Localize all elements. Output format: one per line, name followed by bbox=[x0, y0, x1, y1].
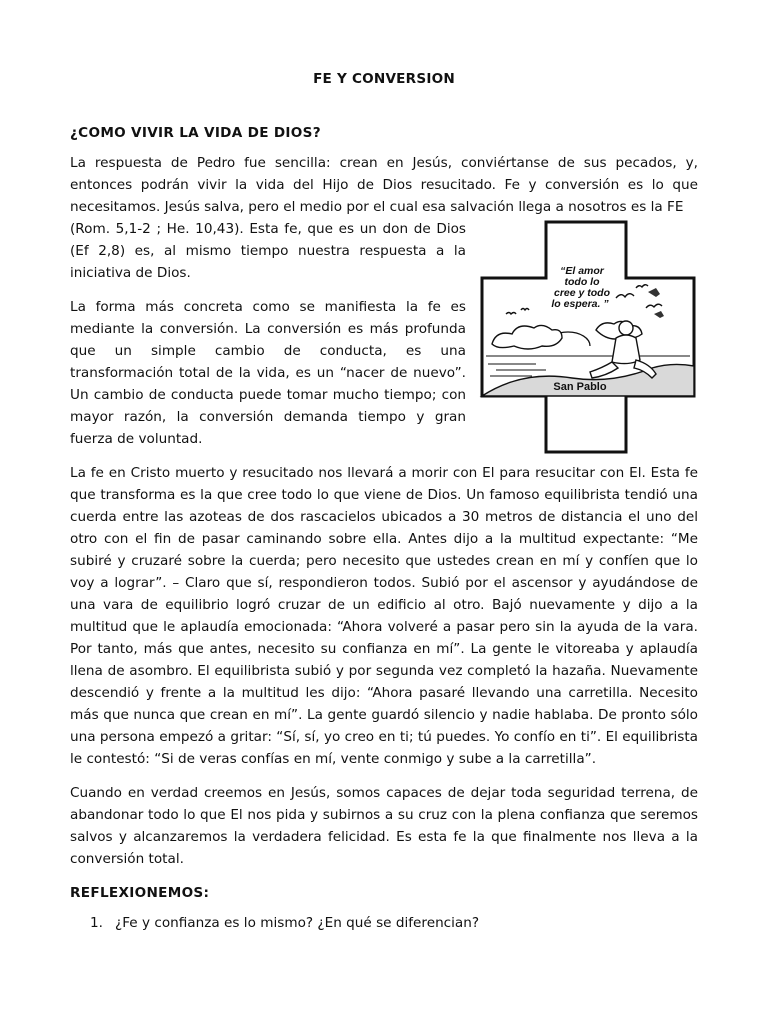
document-body bbox=[70, 60, 698, 934]
paragraph-2: La forma más concreta como se manifiesta la fe es mediante la conversión. La conversión es más profunda que un simple cambio de conducta, es una transformación total de la vida, es un “nacer de nuevo”. Un cambio de conducta puede tomar mucho tiempo; con mayor razón, la conversión demanda tiempo y gran fuerza de voluntad. bbox=[70, 299, 466, 447]
page-title: FE Y CONVERSION bbox=[313, 71, 455, 87]
quote-line-4: lo espera. ” bbox=[551, 298, 609, 310]
paragraph-3: La fe en Cristo muerto y resucitado nos llevará a morir con El para resucitar con El. Esta fe que transforma es la que cree todo lo que viene de Dios. Un famoso equilibrista tendió una cuerda entre las azoteas de dos rascacielos ubicados a 30 metros de distancia el uno del otro con el fin de pasar caminando sobre ella. Antes dijo a la multitud expectante: “Me subiré y cruzaré sobre la cuerda; pero necesito que ustedes crean en mí y confíen que lo voy a lograr”. – Claro que sí, respondieron todos. Subió por el ascensor y ayudándose de una vara de equilibrio logró cruzar de un edificio al otro. Bajó nuevamente y dijo a la multitud que le aplaudía emocionada: “Ahora volveré a pasar pero sin la ayuda de la vara. Por tanto, más que antes, necesito su confianza en mí”. La gente le vitoreaba y aplaudía llena de asombro. El equilibrista subió y por segunda vez completó la hazaña. Nuevamente descendió y frente a la multitud les dijo: “Ahora pasaré llevando una carretilla. Necesito más que nunca que crean en mí”. La gente guardó silencio y nadie hablaba. De pronto sólo una persona empezó a gritar: “Sí, sí, yo creo en ti; tú puedes. Yo confío en ti”. El equilibrista le contestó: “Si de veras confías en mí, vente conmigo y sube a la carretilla”. bbox=[70, 465, 698, 767]
reflection-heading: REFLEXIONEMOS: bbox=[70, 885, 210, 901]
quote-line-3: cree y todo bbox=[553, 287, 611, 299]
paragraph-1-lead: La respuesta de Pedro fue sencilla: crean en Jesús, conviértanse de sus pecados, y, entonces podrán vivir la vida del Hijo de Dios resucitado. Fe y conversión es lo que necesitamos. Jesús salva, pero el medio por el cual esa salvación llega a nosotros es la FE bbox=[70, 155, 698, 215]
list-item-number: 1. bbox=[90, 915, 103, 931]
list-item bbox=[70, 912, 698, 934]
paragraph-1-rest: (Rom. 5,1-2 ; He. 10,43). Esta fe, que es un don de Dios (Ef 2,8) es, al mismo tiempo nuestra respuesta a la iniciativa de Dios. bbox=[70, 221, 466, 281]
question-list bbox=[70, 912, 698, 934]
paragraph-4: Cuando en verdad creemos en Jesús, somos capaces de dejar toda seguridad terrena, de abandonar todo lo que El nos pida y subirnos a su cruz con la plena confianza que seremos salvos y alcanzaremos la verdadera felicidad. Es esta fe la que finalmente nos lleva a la conversión total. bbox=[70, 785, 698, 867]
quote-line-2: todo lo bbox=[564, 276, 600, 288]
quote-line-1: “El amor bbox=[560, 265, 604, 277]
figure-caption: San Pablo bbox=[553, 381, 607, 393]
section-heading: ¿COMO VIVIR LA VIDA DE DIOS? bbox=[70, 125, 321, 141]
cross-drawing bbox=[476, 218, 698, 456]
cross-illustration bbox=[476, 218, 698, 456]
list-item-text: ¿Fe y confianza es lo mismo? ¿En qué se diferencian? bbox=[115, 915, 480, 931]
